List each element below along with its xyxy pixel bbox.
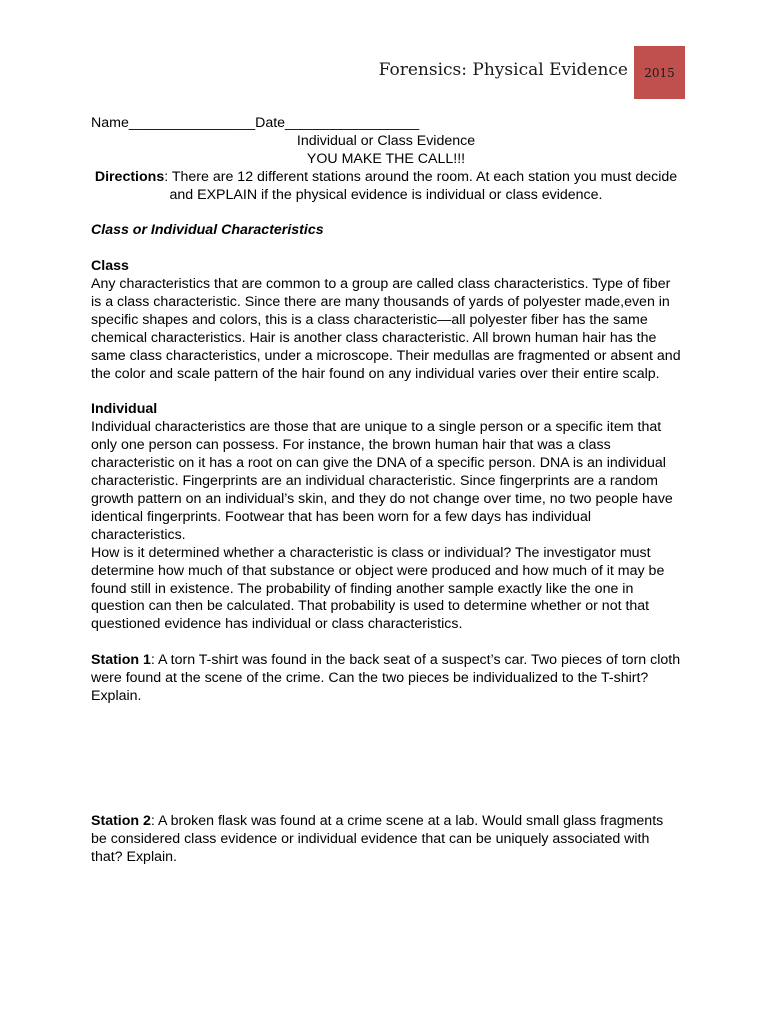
directions-label: Directions <box>94 168 165 185</box>
year-badge <box>634 46 685 99</box>
station-2 <box>91 813 681 867</box>
station-1-text: : A torn T-shirt was found in the back seat of a suspect’s car. Two pieces of torn cloth were found at the scene of the crime. Can the two pieces be individualized to the T-shirt? Explain. <box>91 652 681 704</box>
individual-paragraph-1: Individual characteristics are those that are unique to a single person or a specific item that only one person can possess. For instance, the brown human hair that was a class characteristic on it has a root on can give the DNA of a specific person. DNA is an individual characteristic. Fingerprints are an individual characteristic. Since fingerprints are a random growth pattern on an individual’s skin, and they do not change over time, no two people have identical fingerprints. Footwear that has been worn for a few days has individual characteristics. <box>91 419 673 543</box>
station-1 <box>91 652 681 706</box>
document-header-title: Forensics: Physical Evidence <box>378 60 628 80</box>
class-paragraph: Any characteristics that are common to a group are called class characteristics. Type of fiber is a class characteristic. Since there are many thousands of yards of polyester made,even in specific shapes and colors, this is a class characteristic—all polyester fiber has the same chemical characteristics. Hair is another class characteristic. All brown human hair has the same class characteristics, under a microscope. Their medullas are fragmented or absent and the color and scale pattern of the hair found on any individual varies over their entire scalp. <box>91 276 681 382</box>
worksheet-tagline: YOU MAKE THE CALL!!! <box>306 150 466 167</box>
worksheet-body <box>91 115 681 867</box>
individual-heading: Individual <box>91 401 158 418</box>
station-1-label: Station 1 <box>91 652 151 669</box>
section-heading: Class or Individual Characteristics <box>91 222 324 239</box>
name-date-line: Name________________Date_________________ <box>91 115 420 131</box>
station-2-text: : A broken flask was found at a crime scene at a lab. Would small glass fragments be considered class evidence or individual evidence that can be uniquely associated with that? Explain. <box>91 812 664 865</box>
class-heading: Class <box>91 258 129 275</box>
directions-text: : There are 12 different stations around the room. At each station you must decide and EXPLAIN if the physical evidence is individual or class evidence. <box>164 168 678 203</box>
station-2-label: Station 2 <box>91 812 151 829</box>
directions-paragraph <box>91 169 681 205</box>
worksheet-subtitle: Individual or Class Evidence <box>296 132 476 149</box>
year-badge-text: 2015 <box>644 65 675 80</box>
individual-paragraph-2: How is it determined whether a characteristic is class or individual? The investigator must determine how much of that substance or object were produced and how much of it may be found still in existence. The probability of finding another sample exactly like the one in question can then be calculated. That probability is used to determine whether or not that questioned evidence has individual or class characteristics. <box>91 544 665 633</box>
